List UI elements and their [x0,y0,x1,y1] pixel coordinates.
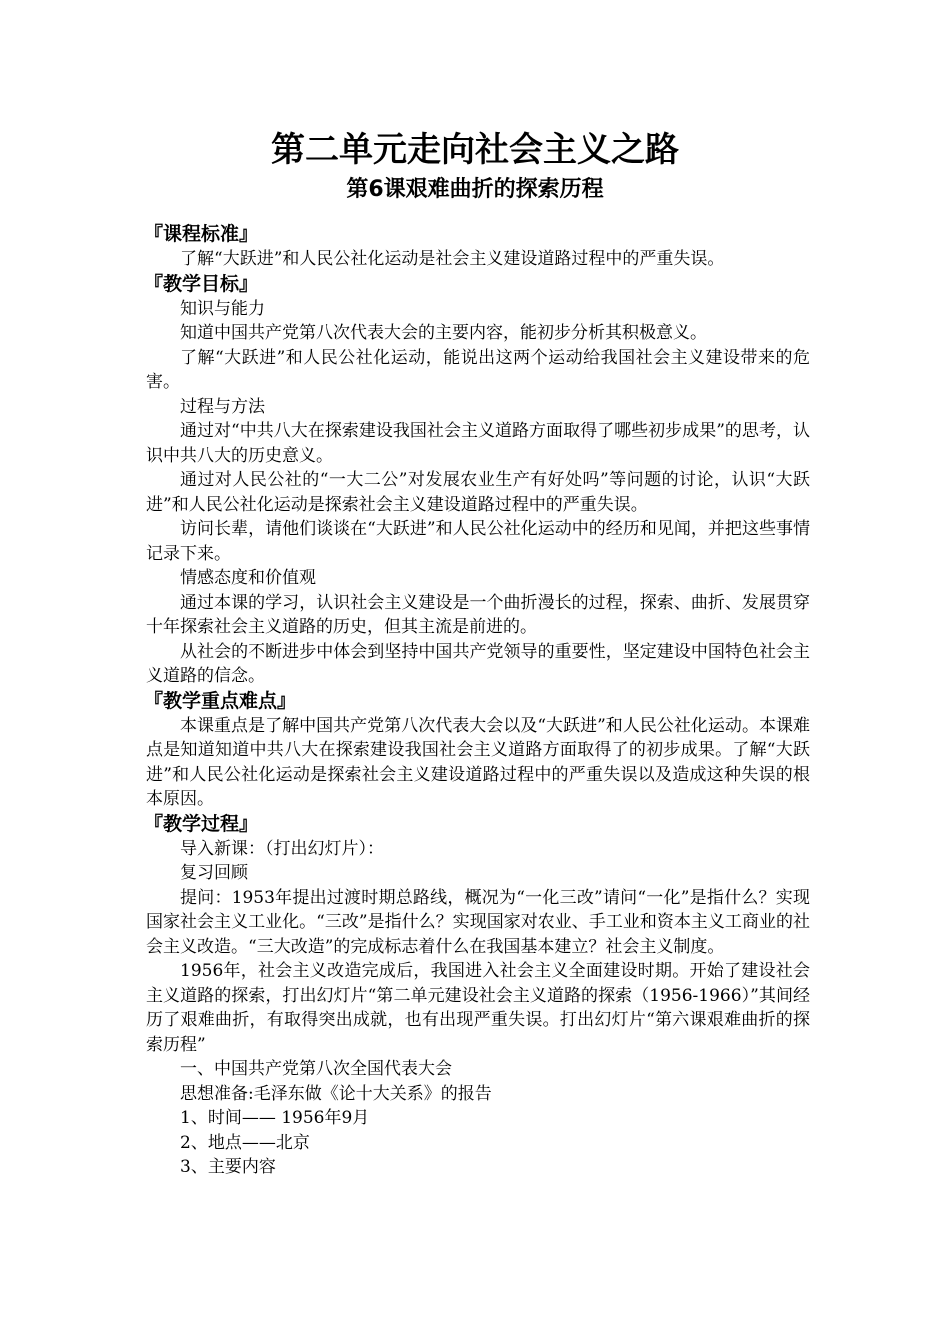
document-title: 第二单元走向社会主义之路 [271,130,679,170]
lesson-title: 第6课艰难曲折的探索历程 [346,177,604,202]
paragraph: 通过对“中共八大在探索建设我国社会主义道路方面取得了哪些初步成果”的思考，认识中共八大的历史意义。 [146,421,810,466]
paragraph: 本课重点是了解中国共产党第八次代表大会以及“大跃进”和人民公社化运动。本课难点是知道知道中共八大在探索建设我国社会主义道路方面取得了的初步成果。了解“大跃进”和人民公社化运动是探索社会主义建设道路过程中的严重失误以及造成这种失误的根本原因。 [146,715,810,809]
section-heading-process: 『教学过程』 [144,812,259,835]
text-line: 思想准备:毛泽东做《论十大关系》的报告 [180,1083,492,1104]
document-body [146,222,810,1180]
subheading: 知识与能力 [180,298,265,319]
paragraph: 了解“大跃进”和人民公社化运动，能说出这两个运动给我国社会主义建设带来的危害。 [146,347,810,392]
text-line: 3、主要内容 [180,1157,276,1177]
section-heading-goals: 『教学目标』 [144,272,259,295]
paragraph: 从社会的不断进步中体会到坚持中国共产党领导的重要性，坚定建设中国特色社会主义道路的信念。 [146,641,810,686]
paragraph: 1956年，社会主义改造完成后，我国进入社会主义全面建设时期。开始了建设社会主义道路的探索，打出幻灯片“第二单元建设社会主义道路的探索（1956-1966）”其间经历了艰难曲折，有取得突出成就，也有出现严重失误。打出幻灯片“第六课艰难曲折的探索历程” [146,961,810,1055]
paragraph: 通过对人民公社的“一大二公”对发展农业生产有好处吗”等问题的讨论，认识“大跃进”和人民公社化运动是探索社会主义建设道路过程中的严重失误。 [146,470,810,515]
text-line: 2、地点——北京 [180,1132,310,1153]
text-line: 复习回顾 [180,863,248,883]
text-line: 导入新课：（打出幻灯片）： [180,838,384,859]
section-heading-standard: 『课程标准』 [144,223,259,245]
paragraph: 访问长辈，请他们谈谈在“大跃进”和人民公社化运动中的经历和见闻，并把这些事情记录下来。 [146,519,810,564]
paragraph: 知道中国共产党第八次代表大会的主要内容，能初步分析其积极意义。 [180,323,707,343]
paragraph: 了解“大跃进”和人民公社化运动是社会主义建设道路过程中的严重失误。 [180,249,725,269]
text-line: 一、中国共产党第八次全国代表大会 [180,1059,452,1079]
text-line: 1、时间—— 1956年9月 [180,1108,370,1128]
section-heading-keypoints: 『教学重点难点』 [144,689,297,712]
paragraph: 提问：1953年提出过渡时期总路线，概况为“一化三改”请问“一化”是指什么？实现国家社会主义工业化。“三改”是指什么？实现国家对农业、手工业和资本主义工商业的社会主义改造。“三大改造”的完成标志着什么在我国基本建立？社会主义制度。 [146,887,810,957]
paragraph: 通过本课的学习，认识社会主义建设是一个曲折漫长的过程，探索、曲折、发展贯穿十年探索社会主义道路的历史，但其主流是前进的。 [146,592,810,637]
subheading: 情感态度和价值观 [180,568,316,588]
subheading: 过程与方法 [180,396,265,417]
